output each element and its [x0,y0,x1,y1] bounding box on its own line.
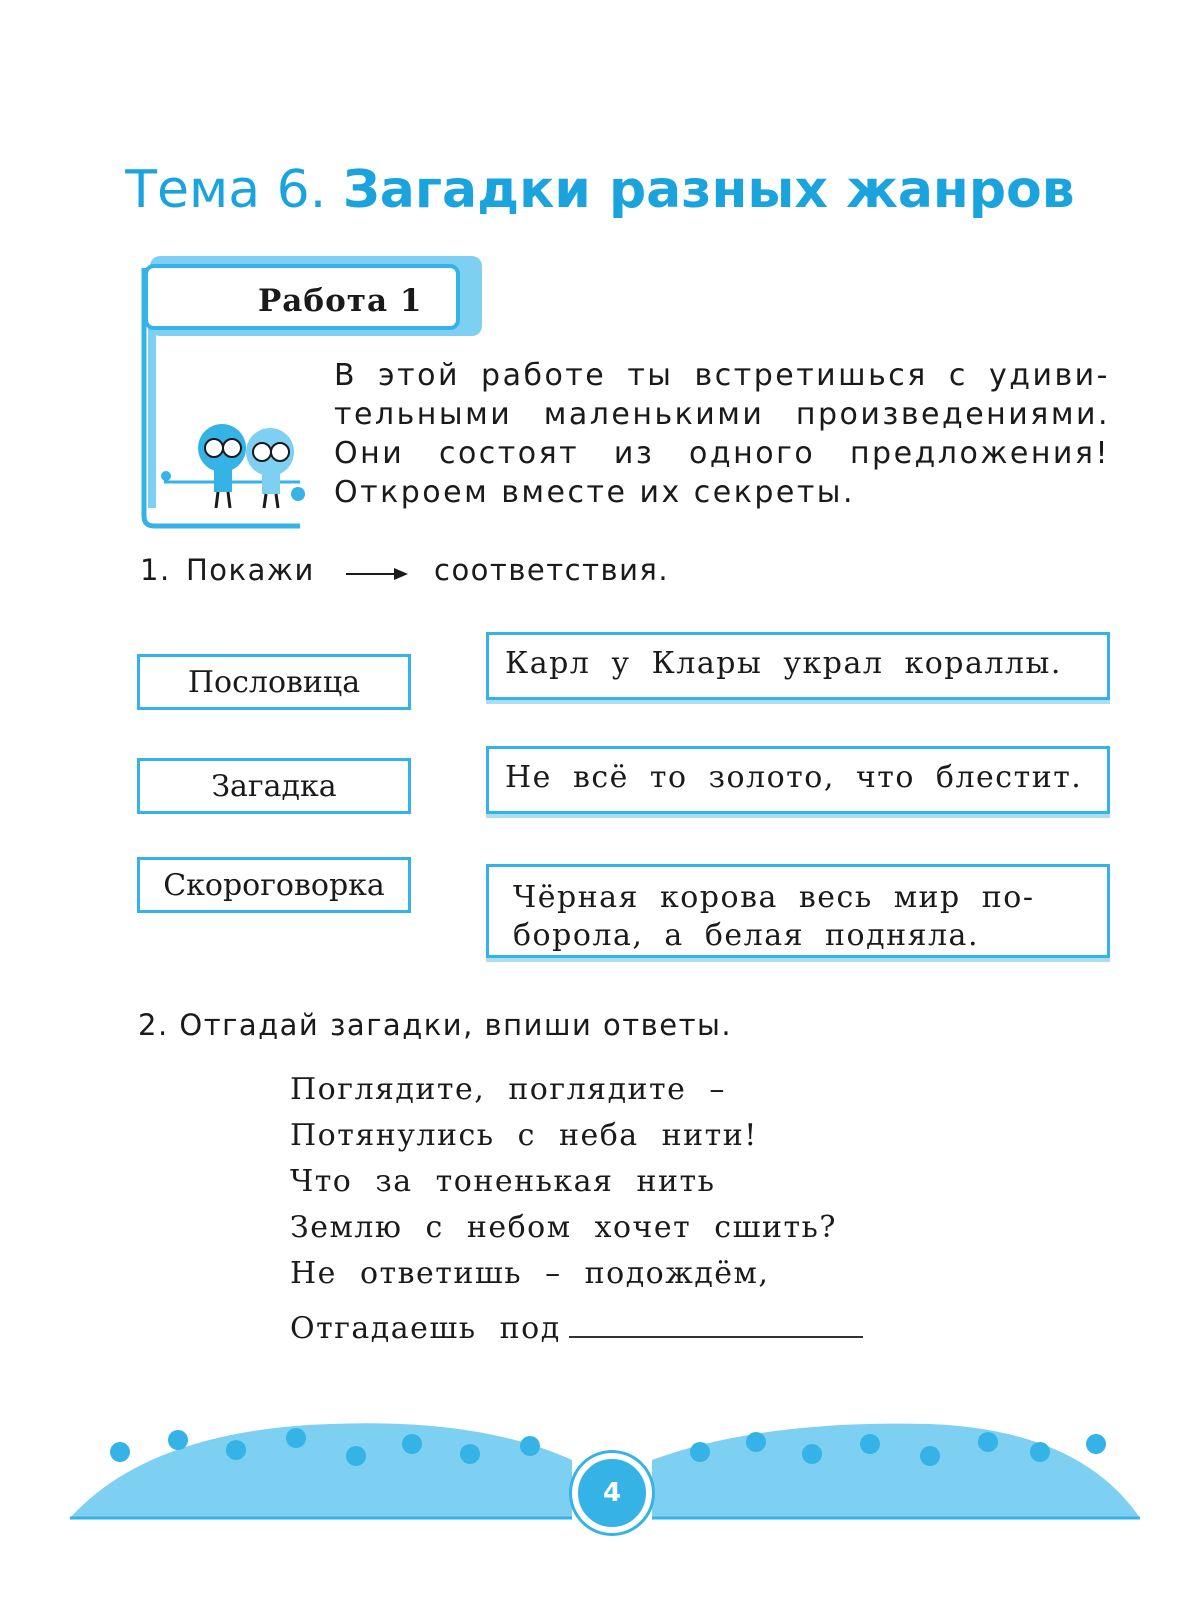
poem-last-line [290,1306,863,1352]
answer-input-line[interactable] [569,1306,863,1338]
poem-line: Поглядите, поглядите – [290,1072,726,1107]
genre-box-riddle[interactable]: Загадка [137,758,411,814]
task1-rest: соответствия. [434,553,670,587]
genre-box-tongue-twister[interactable]: Скороговорка [137,857,411,913]
task1-verb: Покажи [186,553,315,587]
sentence-box-2[interactable]: Не всё то золото, что блестит. [486,746,1110,814]
page-number: 4 [572,1453,652,1533]
riddle-poem [290,1072,863,1352]
arrow-icon [346,566,408,582]
work-label: Работа 1 [258,283,423,319]
sentence-box-3[interactable]: Чёрная корова весь мир по-борола, а белая подняла. [486,864,1110,958]
title-prefix: Тема 6. [125,160,327,220]
task1-number: 1. [140,553,171,587]
poem-line: Землю с небом хочет сшить? [290,1210,837,1245]
page-title [0,160,1200,220]
poem-line: Не ответишь – подождём, [290,1256,770,1291]
genre-box-proverb[interactable]: Пословица [137,654,411,710]
title-main: Загадки разных жанров [342,160,1075,220]
intro-text: В этой работе ты встретишься с удиви-тельными маленькими произведениями. Они состоят из одного предложения! Откроем вместе их секреты. [334,358,1110,510]
poem-line: Что за тоненькая нить [290,1164,716,1199]
mascots-icon [188,412,318,512]
poem-line: Потянулись с неба нити! [290,1118,758,1153]
task2-instruction: 2. Отгадай загадки, впиши ответы. [138,1008,733,1042]
sentence-box-1[interactable]: Карл у Клары украл кораллы. [486,632,1110,700]
poem-last-text: Отгадаешь под [290,1311,561,1346]
